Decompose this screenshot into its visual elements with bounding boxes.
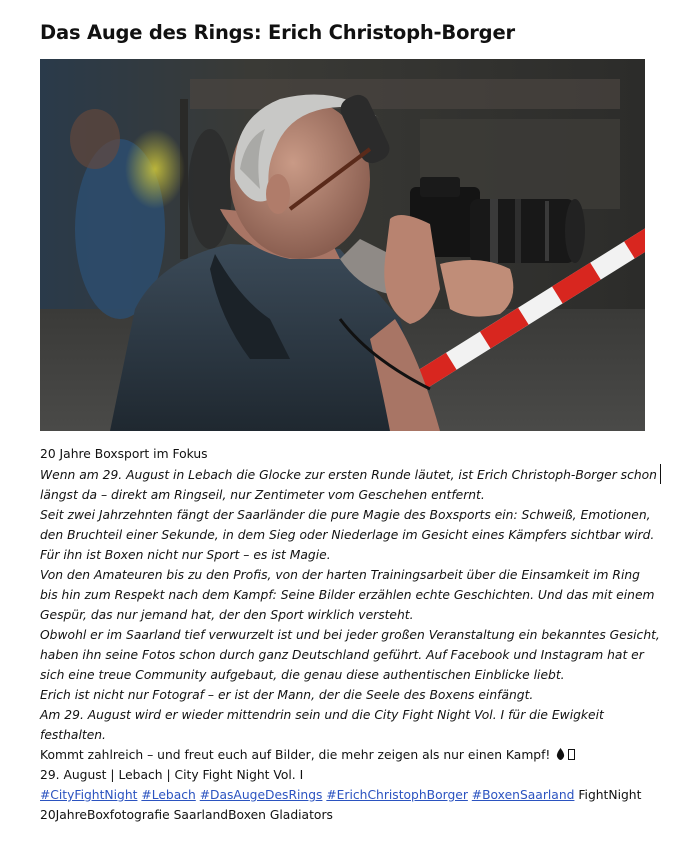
text-cursor xyxy=(660,464,662,484)
hashtag-link[interactable]: #ErichChristophBorger xyxy=(326,788,468,802)
body-line: Für ihn ist Boxen nicht nur Sport – es ist Magie. xyxy=(40,548,331,562)
body-line: festhalten. xyxy=(40,728,106,742)
article-body xyxy=(40,444,660,825)
hashtag-link[interactable]: #BoxenSaarland xyxy=(471,788,575,802)
article-title: Das Auge des Rings: Erich Christoph-Borger xyxy=(40,21,515,44)
body-line: Von den Amateuren bis zu den Profis, von der harten Trainingsarbeit über die Einsamkeit im Ring xyxy=(40,568,640,582)
body-line: längst da – direkt am Ringseil, nur Zentimeter vom Geschehen entfernt. xyxy=(40,488,485,502)
call-to-action: Kommt zahlreich – und freut euch auf Bilder, die mehr zeigen als nur einen Kampf! xyxy=(40,745,645,765)
drop-icon xyxy=(556,748,565,760)
body-line: sich eine treue Community aufgebaut, die genau diese authentischen Einblicke liebt. xyxy=(40,668,565,682)
plain-tags-line: 20JahreBoxfotografie SaarlandBoxen Gladiators xyxy=(40,808,333,822)
body-line: Seit zwei Jahrzehnten fängt der Saarländer die pure Magie des Boxsports ein: Schweiß, Emotionen, xyxy=(40,508,651,522)
body-line: Am 29. August wird er wieder mittendrin sein und die City Fight Night Vol. I für die Ewigkeit xyxy=(40,708,604,722)
hashtag-line xyxy=(40,785,645,805)
body-line: den Bruchteil einer Sekunde, in dem Sieg oder Niederlage im Gesicht eines Kämpfers sichtbar wird. xyxy=(40,528,655,542)
body-line: Obwohl er im Saarland tief verwurzelt ist und bei jeder großen Veranstaltung ein bekanntes Gesicht, xyxy=(40,628,660,642)
event-line: 29. August | Lebach | City Fight Night Vol. I xyxy=(40,768,304,782)
body-line: Gespür, das nur jemand hat, der den Sport wirklich versteht. xyxy=(40,608,414,622)
hashtag-link[interactable]: #CityFightNight xyxy=(40,788,138,802)
body-line: haben ihn seine Fotos schon durch ganz Deutschland geführt. Auf Facebook und Instagram hat er xyxy=(40,648,644,662)
body-line: Wenn am 29. August in Lebach die Glocke zur ersten Runde läutet, ist Erich Christoph-Borger schon xyxy=(40,464,645,485)
photographer-photo xyxy=(40,59,645,431)
article-subtitle: 20 Jahre Boxsport im Fokus xyxy=(40,447,208,461)
missing-glyph-icon xyxy=(568,749,575,760)
hashtag-link[interactable]: #Lebach xyxy=(141,788,196,802)
body-line: Erich ist nicht nur Fotograf – er ist der Mann, der die Seele des Boxens einfängt. xyxy=(40,688,534,702)
body-line: bis hin zum Respekt nach dem Kampf: Seine Bilder erzählen echte Geschichten. Und das mit einem xyxy=(40,588,655,602)
plain-tag: FightNight xyxy=(578,788,642,802)
hashtag-link[interactable]: #DasAugeDesRings xyxy=(199,788,323,802)
